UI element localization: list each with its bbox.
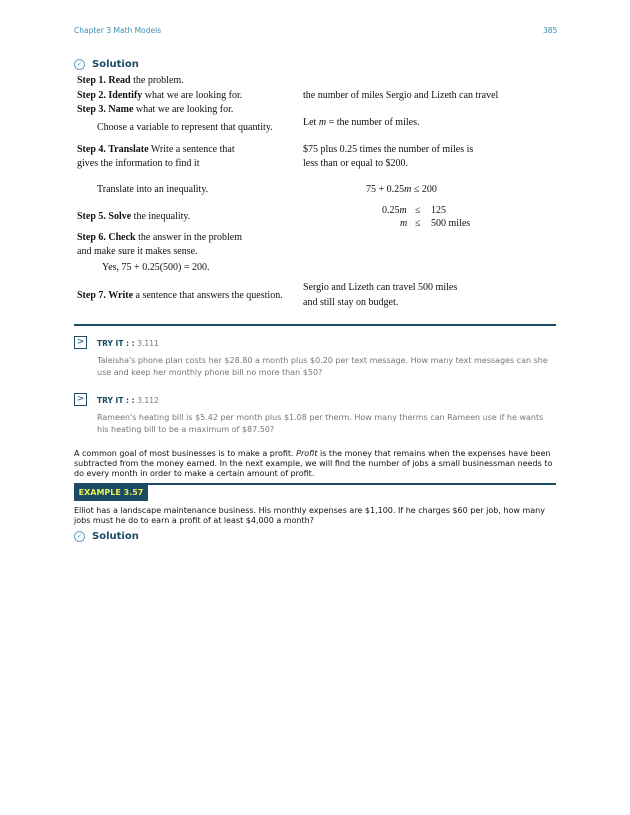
solve-line-2-rhs: 500 miles [431, 218, 471, 229]
step-4: Step 4. Translate Write a sentence that [77, 144, 235, 155]
solve-line-1-rel: ≤ [415, 205, 421, 216]
page-number: 385 [543, 26, 558, 35]
try-it-text: Taleisha's phone plan costs her $28.80 a month plus $0.20 per text message. How many text messages can she use and keep her monthly phone bill no more than $50? [97, 356, 548, 377]
step-4-line2: gives the information to find it [77, 158, 200, 169]
step-3-sub: Choose a variable to represent that quantity. [97, 122, 273, 133]
inequality: 75 + 0.25m ≤ 200 [366, 184, 437, 195]
try-it-chevron-icon[interactable]: > [74, 336, 87, 349]
step-3: Step 3. Name what we are looking for. [77, 104, 234, 115]
solution-check-icon: ✓ [74, 531, 85, 542]
solve-line-1-lhs: 0.25m [382, 205, 407, 216]
section-divider [74, 324, 556, 326]
example-text: Elliot has a landscape maintenance business. His monthly expenses are $1,100. If he charges $60 per job, how many jobs must he do to earn a profit of at least $4,000 a month? [74, 506, 545, 525]
step-6-check: Yes, 75 + 0.25(500) = 200. [102, 262, 210, 273]
step-7-answer-line1: Sergio and Lizeth can travel 500 miles [303, 282, 458, 293]
step-3-answer: Let m = the number of miles. [303, 117, 420, 128]
try-it-label: TRY IT : : 3.112 [97, 396, 159, 405]
step-6: Step 6. Check the answer in the problem [77, 232, 242, 243]
solution-heading: Solution [92, 531, 139, 542]
step-1: Step 1. Read the problem. [77, 75, 184, 86]
step-4-answer-line2: less than or equal to $200. [303, 158, 408, 169]
profit-paragraph: A common goal of most businesses is to make a profit. Profit is the money that remains when the expenses have been subtracted from the money earned. In the next example, we will find the number of jobs a small businessman needs to do every month in order to make a certain amount of profit. [74, 449, 553, 478]
step-2-answer: the number of miles Sergio and Lizeth can travel [303, 90, 499, 101]
chapter-header: Chapter 3 Math Models [74, 26, 162, 35]
try-it-label: TRY IT : : 3.111 [97, 339, 159, 348]
step-5: Step 5. Solve the inequality. [77, 211, 191, 222]
solve-line-2-lhs: m [400, 218, 408, 229]
step-4-sub: Translate into an inequality. [97, 184, 209, 195]
example-label: EXAMPLE 3.57 [74, 485, 148, 501]
solution-check-icon: ✓ [74, 59, 85, 70]
solve-line-1-rhs: 125 [431, 205, 446, 216]
try-it-chevron-icon[interactable]: > [74, 393, 87, 406]
step-4-answer-line1: $75 plus 0.25 times the number of miles is [303, 144, 474, 155]
step-7-answer-line2: and still stay on budget. [303, 297, 399, 308]
solve-line-2-rel: ≤ [415, 218, 421, 229]
step-7: Step 7. Write a sentence that answers the question. [77, 290, 283, 301]
step-2: Step 2. Identify what we are looking for. [77, 90, 243, 101]
solution-heading: Solution [92, 59, 139, 70]
try-it-text: Rameen's heating bill is $5.42 per month plus $1.08 per therm. How many therms can Rameen use if he wants his heating bill to be a maximum of $87.50? [97, 413, 544, 434]
step-6-line2: and make sure it makes sense. [77, 246, 198, 257]
